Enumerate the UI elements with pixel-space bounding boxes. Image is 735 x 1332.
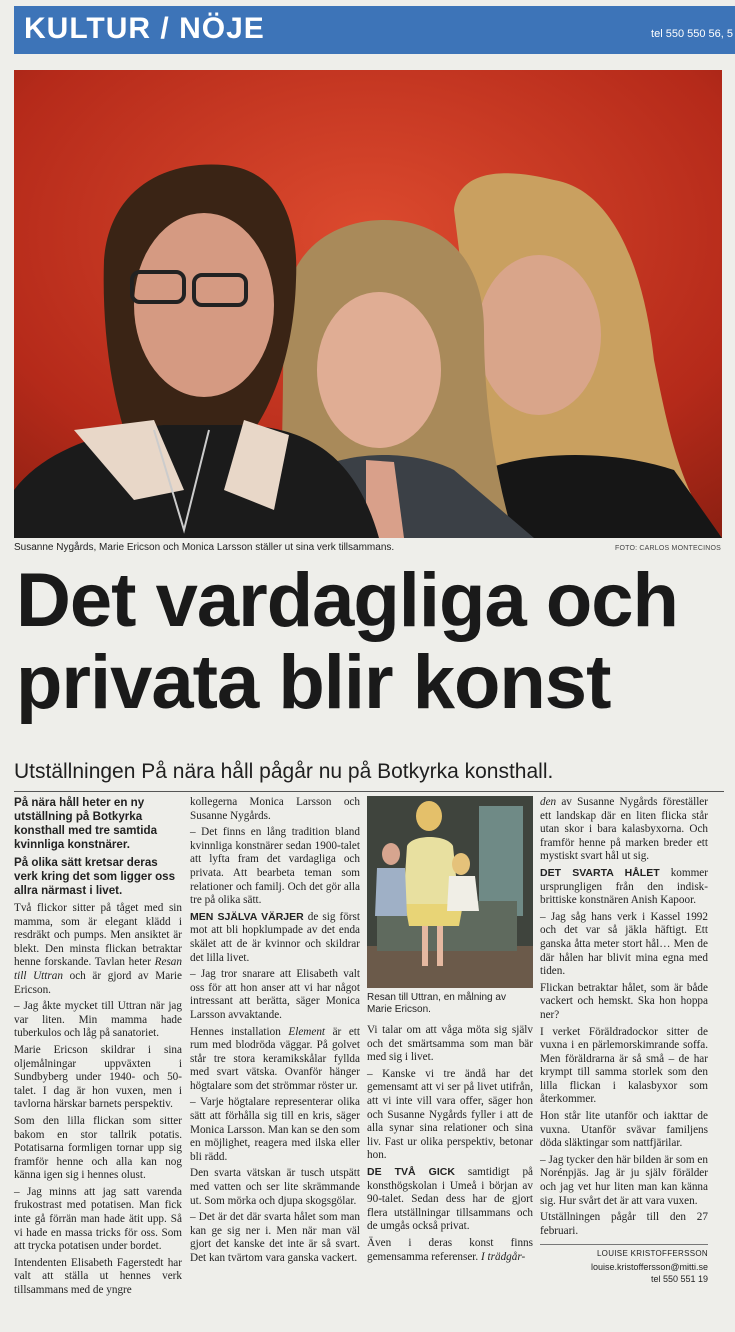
paragraph: I verket Föräldradockor sitter de vuxna i en pärlemorskimrande soffa. Men föräldrarna är så små – de har krympt till samma storlek som den lilla flickan i kalasbyxor som återkommer. <box>540 1025 708 1106</box>
article-column-1 <box>14 796 182 1301</box>
paragraph <box>14 902 182 997</box>
paragraph: – Jag tycker den här bilden är som en Norénpjäs. Jag är ju själv förälder och jag vet hur liten man kan känna sig. Hur svårt det är att vara vuxen. <box>540 1153 708 1207</box>
paragraph: kollegerna Monica Larsson och Susanne Nygårds. <box>190 796 360 822</box>
photo-credit: FOTO: CARLOS MONTECINOS <box>615 545 721 552</box>
divider <box>14 791 724 792</box>
article-column-2 <box>190 796 360 1269</box>
photo-caption: Susanne Nygårds, Marie Ericson och Monica Larsson ställer ut sina verk tillsammans. <box>14 542 395 553</box>
painting-caption: Resan till Uttran, en målning av Marie Ericson. <box>367 992 506 1015</box>
paragraph: Intendenten Elisabeth Fagerstedt har valt att ställa ut hennes verk tillsammans med de yngre <box>14 1256 182 1297</box>
article-column-3 <box>367 796 533 1267</box>
paragraph: Hon står lite utanför och iakttar de vuxna. Utanför svävar familjens döda släktingar som nattfjärilar. <box>540 1110 708 1150</box>
paragraph <box>540 796 708 864</box>
text: är ett rum med blodröda väggar. På golvet står tre stora keramikskålar fyllda med svart vätska. Ovanför hänger högtalare som det strömmar röster ur. <box>190 1025 360 1092</box>
headline-line-1: Det vardagliga och <box>16 558 678 643</box>
paragraph: Som den lilla flickan som sitter bakom en stor tallrik potatis. Potatisarna formligen tornar upp sig framför henne och alla kan nog känna igen sig i hennes olust. <box>14 1114 182 1182</box>
paragraph: – Det finns en lång tradition bland kvinnliga konstnärer sedan 1900-talet att lyfta fram det vardagliga och privata. Att bearbeta teman som relationer och familj. Och det gör alla tre på olika sätt. <box>190 826 360 907</box>
paragraph <box>190 911 360 965</box>
artwork-title: Element <box>288 1025 326 1038</box>
text: Två flickor sitter på tåget med sin mamma, som är elegant klädd i resdräkt och pumps. Men ansiktet är blekt. Den minsta flickan betraktar henne forskande. Tavlan heter <box>14 902 182 969</box>
paragraph: – Jag minns att jag satt varenda frukostrast med potatisen. Man fick inte gå förrän man hade ätit upp. Så vi hade en massa tricks för oss. Som att trycka potatisen under bordet. <box>14 1185 182 1253</box>
article-column-4 <box>540 796 708 1285</box>
lead-in: DE TVÅ GICK <box>367 1165 455 1178</box>
paragraph: – Kanske vi tre ändå har det gemensamt att vi ser på livet utifrån, att vi inte vill vara offer, säger hon och Susanne Nygårds fyller i att de alla synar sina relationer och sina liv. Fast ur olika perspektiv, betonar hon. <box>367 1067 533 1162</box>
section-header <box>14 6 735 54</box>
byline: LOUISE KRISTOFFERSSON <box>540 1244 708 1261</box>
paragraph: – Varje högtalare representerar olika sätt att förhålla sig till en kris, säger Monica Larsson. Man kan se den som en möjlighet, reagera med ilska eller bli rädd. <box>190 1096 360 1163</box>
author-email: louise.kristoffersson@mitti.se <box>590 1262 708 1272</box>
section-phone: tel 550 550 56, 5 <box>651 28 733 40</box>
paragraph: – Det är det där svarta hålet som man kan ge sig ner i. Men när man väl gjort det kanske det inte är så svart. Det kan tvärtom vara ganska vackert. <box>190 1211 360 1264</box>
paragraph: Flickan betraktar hålet, som är både vackert och hemskt. Ska hon hoppa ner? <box>540 981 708 1021</box>
text: av Susanne Nygårds föreställer ett landskap där en liten flicka står utan skor i bara kalasbyxorna. Och framför henne på marken breder ett mystiskt svart hål ut sig. <box>540 796 708 863</box>
main-photo <box>14 70 722 538</box>
paragraph: Vi talar om att våga möta sig själv och det smärtsamma som man bär med sig i livet. <box>367 1024 533 1064</box>
paragraph <box>367 1237 533 1264</box>
painting-image <box>367 796 533 988</box>
paragraph <box>190 1026 360 1094</box>
lead-in: MEN SJÄLVA VÄRJER <box>190 910 304 923</box>
text: Även i deras konst finns gemensamma referenser. <box>367 1236 533 1263</box>
text: de sig först mot att bli hopklumpade av det enda skälet att de är kvinnor och skildrar det lilla livet. <box>190 910 360 964</box>
artwork-title: I trädgår- <box>481 1250 526 1263</box>
paragraph: – Jag tror snarare att Elisabeth valt oss för att hon anser att vi har något intressant att berätta, säger Monica Larsson avvaktande. <box>190 968 360 1021</box>
paragraph: – Jag åkte mycket till Uttran när jag var liten. Min mamma hade tuberkulos och låg på sanatoriet. <box>14 1000 182 1040</box>
ingress-1: På nära håll heter en ny utställning på Botkyrka konsthall med tre samtida kvinnliga konstnärer. <box>14 796 158 851</box>
ingress-2: På olika sätt kretsar deras verk kring det som ligger oss allra närmast i livet. <box>14 856 176 897</box>
author-phone: tel 550 551 19 <box>650 1274 708 1284</box>
artwork-title: den <box>540 796 557 808</box>
lead-in: DET SVARTA HÅLET <box>540 866 660 879</box>
artwork-title: Resan till Uttran <box>14 956 182 982</box>
paragraph: Marie Ericson skildrar i sina oljemålningar uppväxten i Sundbyberg under 1940- och 50-talet. I dag är hon vuxen, men i tavlorna härskar barnets perspektiv. <box>14 1043 182 1111</box>
paragraph: Utställningen pågår till den 27 februari. <box>540 1211 708 1237</box>
headline <box>16 560 726 724</box>
text: Hennes installation <box>190 1025 289 1038</box>
text: kommer ursprungligen från den indisk-brittiske konstnären Anish Kapoor. <box>540 866 708 907</box>
subheadline: Utställningen På nära håll pågår nu på Botkyrka konsthall. <box>14 760 554 783</box>
text: samtidigt på konsthögskolan i Umeå i början av 90-talet. Sedan dess har de gjort flera utställningar tillsammans och de umgås också privat. <box>367 1165 533 1233</box>
paragraph <box>367 1166 533 1234</box>
paragraph <box>540 867 708 908</box>
headline-line-2: privata blir konst <box>16 640 611 725</box>
text: och är gjord av Marie Ericson. <box>14 969 182 996</box>
paragraph: – Jag såg hans verk i Kassel 1992 och det var så jäkla häftigt. Ett ganska åtta meter stort hål… Men de där hålen har blivit mina egna med tiden. <box>540 910 708 978</box>
paragraph: Den svarta vätskan är tusch utspätt med vatten och ser lite skrämmande ut. Som mörka och djupa skogsgölar. <box>190 1167 360 1207</box>
section-title: KULTUR / NÖJE <box>24 12 265 45</box>
